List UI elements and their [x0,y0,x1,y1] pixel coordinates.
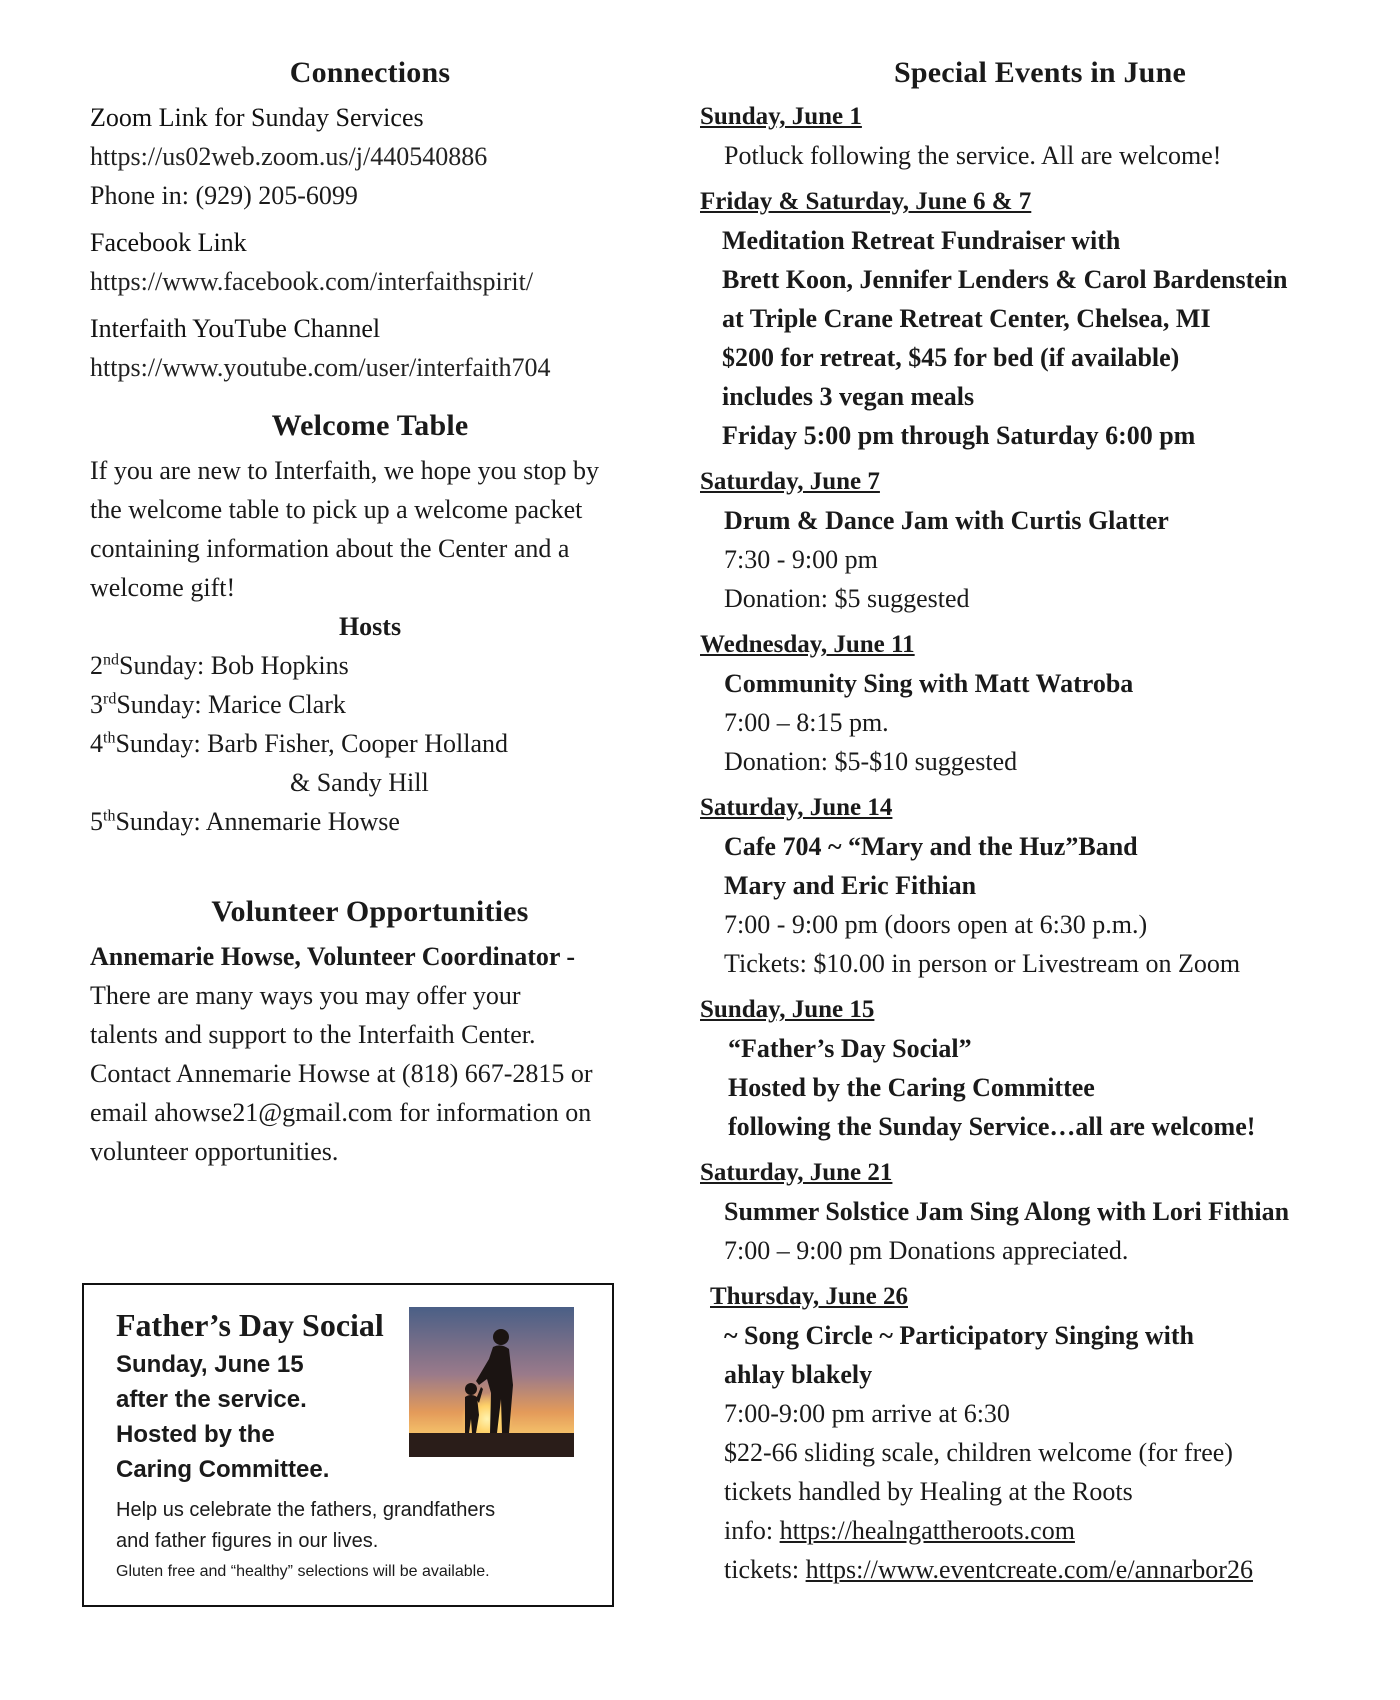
event-detail: $22-66 sliding scale, children welcome (for free) [724,1438,1233,1467]
events-list [700,98,1380,1511]
welcome-text [90,451,650,607]
flyer-message-line: and father figures in our lives. [116,1530,379,1552]
tickets-link[interactable]: https://www.eventcreate.com/e/annarbor26 [805,1555,1253,1584]
event-block [700,626,1380,781]
info-line: info: https://healngattheroots.com [724,1516,1075,1545]
volunteer-line: talents and support to the Interfaith Center. [90,1020,536,1049]
event-block [700,991,1380,1146]
event-block [700,789,1380,983]
event-detail: Donation: $5 suggested [724,584,970,613]
event-detail: Cafe 704 ~ “Mary and the Huz”Band [724,832,1138,861]
event-detail: Meditation Retreat Fundraiser with [722,226,1121,255]
event-date: Saturday, June 21 [700,1159,893,1186]
event-detail: Brett Koon, Jennifer Lenders & Carol Bardenstein [722,265,1288,294]
flyer-message [116,1495,495,1557]
event-date: Friday & Saturday, June 6 & 7 [700,188,1032,215]
info-link[interactable]: https://healngattheroots.com [779,1516,1075,1545]
event-detail: ahlay blakely [724,1360,873,1389]
host-entry: 5thSunday: Annemarie Howse [90,807,400,836]
event-detail: ~ Song Circle ~ Participatory Singing with [724,1321,1195,1350]
event-block [700,183,1380,455]
welcome-line: welcome gift! [90,573,236,602]
event-detail: Donation: $5-$10 suggested [724,747,1018,776]
volunteer-text [90,976,650,1171]
father-child-sunset-photo [409,1307,574,1457]
event-detail: following the Sunday Service…all are welcome! [728,1112,1256,1141]
facebook-heading: Facebook Link [90,228,247,257]
event-detail: $200 for retreat, $45 for bed (if available) [722,343,1180,372]
youtube-link[interactable]: https://www.youtube.com/user/interfaith704 [90,353,551,382]
event-detail: 7:30 - 9:00 pm [724,545,878,574]
flyer-title: Father’s Day Social [116,1307,384,1343]
event-detail: 7:00 - 9:00 pm (doors open at 6:30 p.m.) [724,910,1148,939]
connections-title: Connections [289,56,451,89]
phone-number: Phone in: (929) 205-6099 [90,181,358,210]
left-column [90,48,650,1171]
volunteer-title: Volunteer Opportunities [211,895,529,928]
welcome-line: the welcome table to pick up a welcome packet [90,495,583,524]
hosts-list [90,646,650,841]
host-entry: 4thSunday: Barb Fisher, Cooper Holland [90,729,508,758]
event-detail: Hosted by the Caring Committee [728,1073,1095,1102]
events-title: Special Events in June [894,56,1186,89]
event-block [700,98,1380,175]
fathers-day-flyer [82,1283,614,1607]
host-entry: 3rdSunday: Marice Clark [90,690,346,719]
event-detail: Potluck following the service. All are welcome! [724,141,1222,170]
event-detail: “Father’s Day Social” [728,1034,972,1063]
event-date: Saturday, June 7 [700,468,880,495]
youtube-heading: Interfaith YouTube Channel [90,314,381,343]
welcome-line: containing information about the Center and a [90,534,570,563]
welcome-line: If you are new to Interfaith, we hope you stop by [90,456,600,485]
event-date: Wednesday, June 11 [700,631,915,658]
event-detail: Community Sing with Matt Watroba [724,669,1134,698]
event-detail: Tickets: $10.00 in person or Livestream on Zoom [724,949,1241,978]
event-date: Sunday, June 15 [700,996,875,1023]
facebook-link[interactable]: https://www.facebook.com/interfaithspirit/ [90,267,534,296]
hosts-title: Hosts [338,612,402,641]
flyer-detail-line: Hosted by the [116,1421,275,1448]
right-column [700,48,1380,1589]
event-date: Thursday, June 26 [710,1283,908,1310]
volunteer-line: email ahowse21@gmail.com for information on [90,1098,592,1127]
event-detail: 7:00 – 9:00 pm Donations appreciated. [724,1236,1129,1265]
flyer-details [116,1347,329,1487]
host-entry: & Sandy Hill [290,768,429,797]
event-detail: 7:00-9:00 pm arrive at 6:30 [724,1399,1010,1428]
zoom-heading: Zoom Link for Sunday Services [90,103,424,132]
flyer-detail-line: Caring Committee. [116,1456,330,1483]
event-detail: tickets handled by Healing at the Roots [724,1477,1133,1506]
flyer-detail-line: after the service. [116,1386,307,1413]
volunteer-line: Contact Annemarie Howse at (818) 667-2815 or [90,1059,593,1088]
event-detail: includes 3 vegan meals [722,382,975,411]
volunteer-coordinator: Annemarie Howse, Volunteer Coordinator - [90,942,576,971]
event-block [700,1278,1380,1511]
flyer-detail-line: Sunday, June 15 [116,1351,304,1378]
flyer-footnote: Gluten free and “healthy” selections will be available. [116,1563,490,1580]
event-block [700,463,1380,618]
flyer-message-line: Help us celebrate the fathers, grandfathers [116,1499,496,1521]
event-detail: Mary and Eric Fithian [724,871,977,900]
event-detail: 7:00 – 8:15 pm. [724,708,889,737]
event-date: Saturday, June 14 [700,794,893,821]
volunteer-line: volunteer opportunities. [90,1137,339,1166]
volunteer-line: There are many ways you may offer your [90,981,521,1010]
event-detail: Summer Solstice Jam Sing Along with Lori Fithian [724,1197,1290,1226]
event-block [700,1154,1380,1270]
event-detail: Friday 5:00 pm through Saturday 6:00 pm [722,421,1196,450]
event-date: Sunday, June 1 [700,103,862,130]
tickets-line: tickets: https://www.eventcreate.com/e/annarbor26 [724,1555,1253,1584]
welcome-title: Welcome Table [271,409,469,442]
event-detail: Drum & Dance Jam with Curtis Glatter [724,506,1169,535]
zoom-link[interactable]: https://us02web.zoom.us/j/440540886 [90,142,488,171]
event-detail: at Triple Crane Retreat Center, Chelsea, MI [722,304,1211,333]
host-entry: 2ndSunday: Bob Hopkins [90,651,349,680]
